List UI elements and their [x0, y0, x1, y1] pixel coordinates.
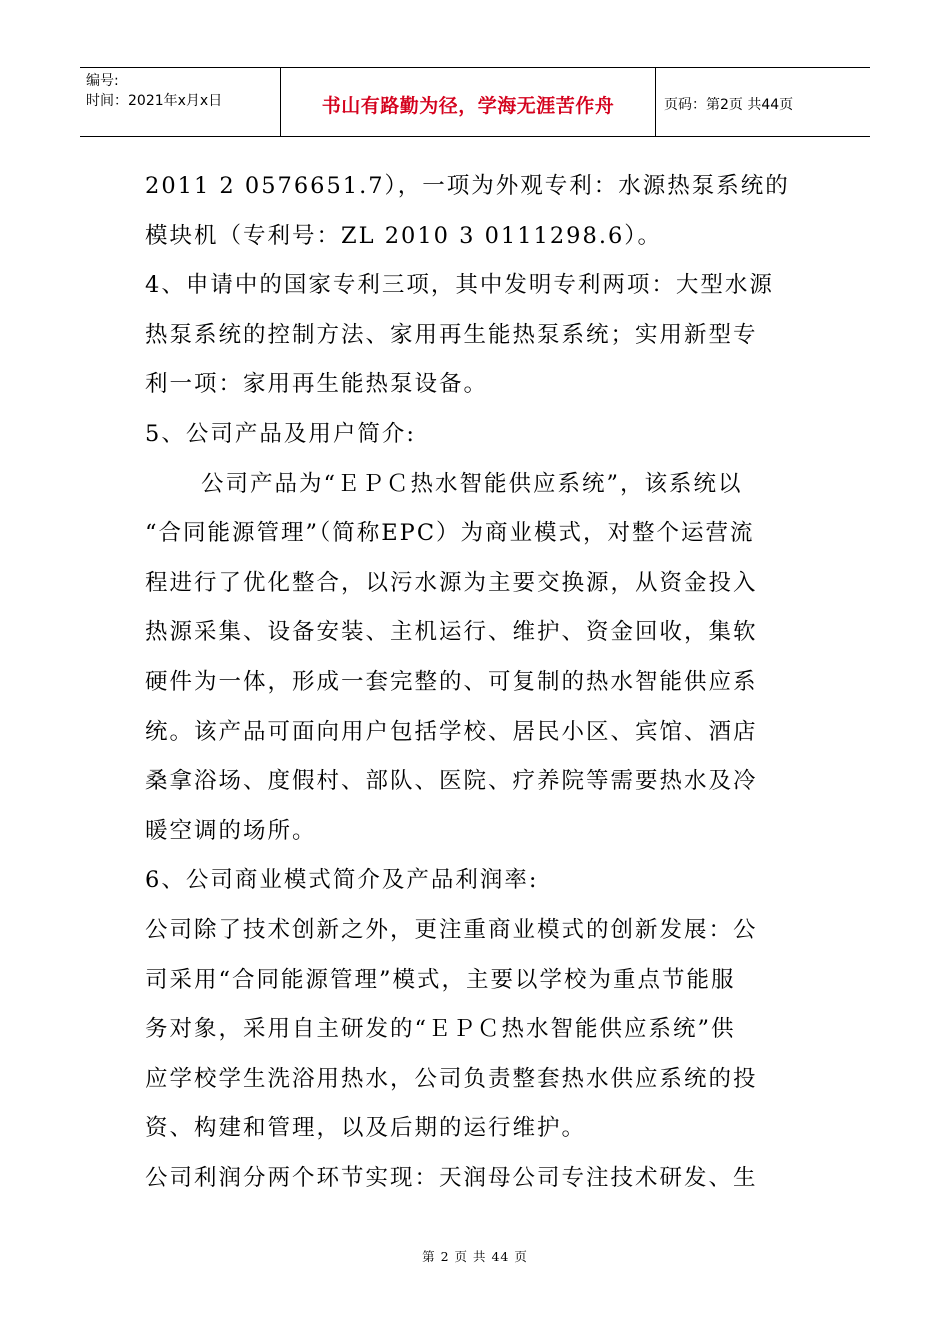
body-line: 模块机（专利号：ZL 2010 3 0111298.6）。: [145, 222, 663, 249]
section-heading: 5、公司产品及用户简介:: [145, 420, 416, 447]
document-body: [145, 162, 805, 1203]
body-line: “合同能源管理”（简称EPC）为商业模式，对整个运营流: [145, 520, 755, 547]
document-number-label: 编号:: [86, 73, 119, 89]
body-line: 热泵系统的控制方法、家用再生能热泵系统；实用新型专: [145, 321, 758, 348]
page-footer: 第 2 页 共 44 页: [422, 1249, 528, 1264]
body-line: 暖空调的场所。: [145, 817, 317, 844]
body-line: 硬件为一体，形成一套完整的、可复制的热水智能供应系: [145, 668, 758, 695]
body-line: 桑拿浴场、度假村、部队、医院、疗养院等需要热水及冷: [145, 768, 758, 795]
document-date-label: 时间：2021年x月x日: [86, 93, 223, 109]
body-line: 资、构建和管理，以及后期的运行维护。: [145, 1115, 587, 1142]
body-line: 统。该产品可面向用户包括学校、居民小区、宾馆、酒店: [145, 718, 758, 745]
body-line: 4、申请中的国家专利三项，其中发明专利两项：大型水源: [145, 272, 774, 299]
header-page-info: 页码：第2页 共44页: [664, 97, 794, 113]
body-line: 公司利润分两个环节实现：天润母公司专注技术研发、生: [145, 1164, 758, 1191]
body-line: 应学校学生洗浴用热水，公司负责整套热水供应系统的投: [145, 1065, 758, 1092]
body-line: 司采用“合同能源管理”模式，主要以学校为重点节能服: [145, 966, 736, 993]
section-heading: 6、公司商业模式简介及产品利润率:: [145, 867, 539, 894]
body-line: 2011 2 0576651.7），一项为外观专利：水源热泵系统的: [145, 173, 790, 199]
body-line: 利一项：家用再生能热泵设备。: [145, 371, 489, 398]
body-line: 公司产品为“ＥＰＣ热水智能供应系统”，该系统以: [201, 470, 743, 497]
body-line: 公司除了技术创新之外，更注重商业模式的创新发展：公: [145, 916, 758, 943]
body-line: 热源采集、设备安装、主机运行、维护、资金回收，集软: [145, 619, 758, 646]
header-meta-cell: [80, 68, 281, 136]
body-line: 务对象，采用自主研发的“ＥＰＣ热水智能供应系统”供: [145, 1016, 736, 1043]
header-motto: 书山有路勤为径，学海无涯苦作舟: [281, 68, 656, 136]
page-header: [80, 67, 870, 137]
body-line: 程进行了优化整合，以污水源为主要交换源，从资金投入: [145, 569, 758, 596]
